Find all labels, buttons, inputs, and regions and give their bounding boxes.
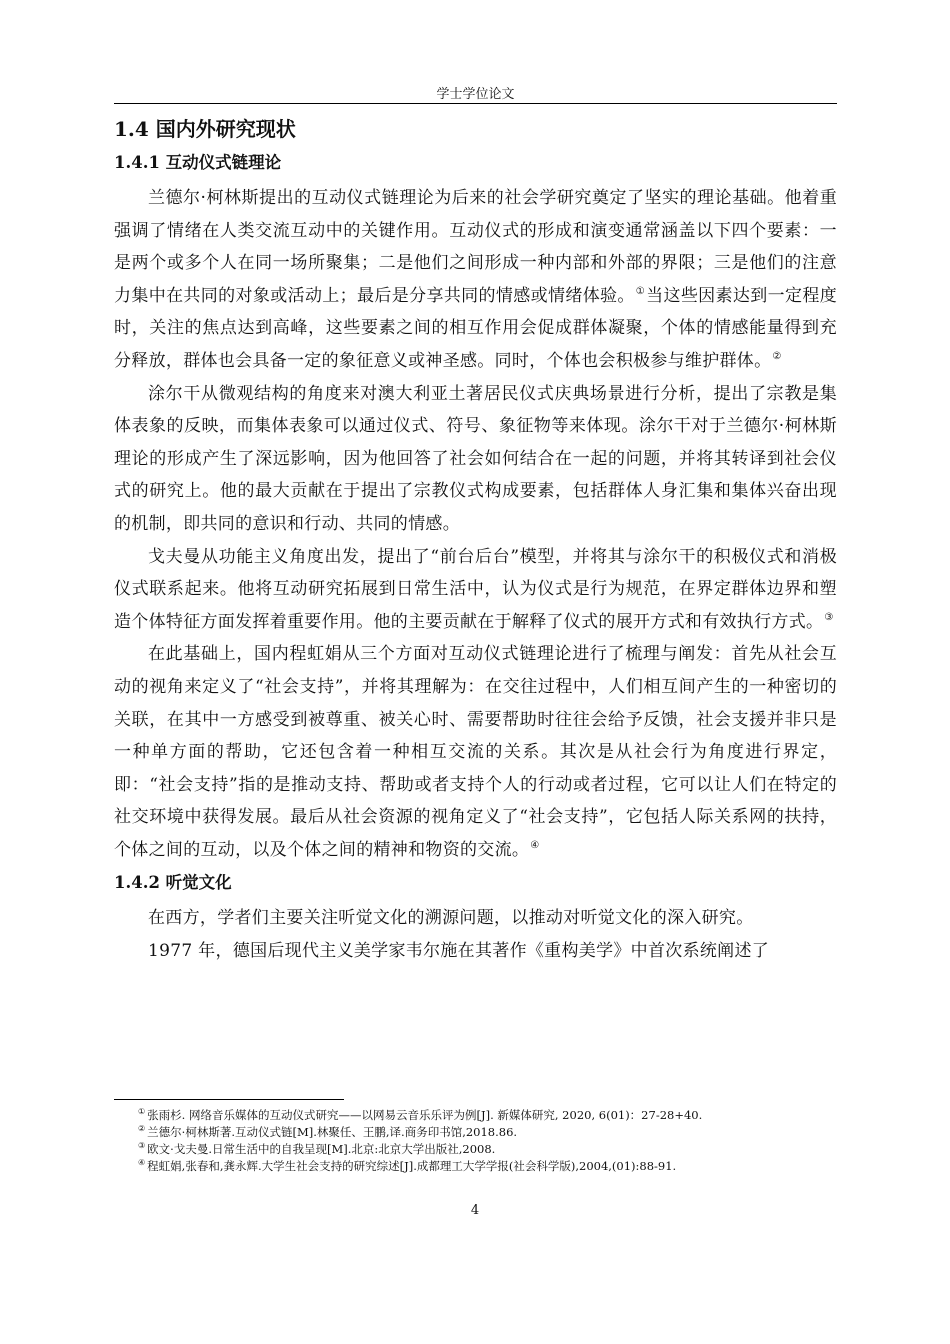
paragraph-text: 戈夫曼从功能主义角度出发，提出了“前台后台”模型，并将其与涂尔干的积极仪式和消极仪式联系起来。他将互动研究拓展到日常生活中，认为仪式是行为规范，在界定群体边界和塑造个体特征方面发挥着重要作用。他的主要贡献在于解释了仪式的展开方式和有效执行方式。 [114,546,837,632]
footnote-ref-3[interactable]: ③ [824,612,834,624]
page-number: 4 [470,1203,480,1218]
running-header: 学士学位论文 [436,87,515,102]
header-rule [114,103,837,104]
footnote-text: 张雨杉. 网络音乐媒体的互动仪式研究——以网易云音乐乐评为例[J]. 新媒体研究, 2020, 6(01)：27-28+40. [147,1108,703,1122]
footnote-text: 欧文·戈夫曼.日常生活中的自我呈现[M].北京:北京大学出版社,2008. [147,1142,496,1156]
footnote-mark: ① [138,1107,146,1117]
paragraph-text: 1977 年，德国后现代主义美学家韦尔施在其著作《重构美学》中首次系统阐述了 [148,941,770,962]
footnote-text: 程虹娟,张春和,龚永辉.大学生社会支持的研究综述[J].成都理工大学学报(社会科学版),2004,(01):88-91. [147,1159,677,1173]
footnote-4 [138,1158,838,1175]
paragraph-text: 在此基础上，国内程虹娟从三个方面对互动仪式链理论进行了梳理与阐发：首先从社会互动的视角来定义了“社会支持”，并将其理解为：在交往过程中，人们相互间产生的一种密切的关联，在其中一方感受到被尊重、被关心时、需要帮助时往往会给予反馈，社会支援并非只是一种单方面的帮助，它还包含着一种相互交流的关系。其次是从社会行为角度进行界定，即：“社会支持”指的是推动支持、帮助或者支持个人的行动或者过程，它可以让人们在特定的社交环境中获得发展。最后从社会资源的视角定义了“社会支持”，它包括人际关系网的扶持，个体之间的互动，以及个体之间的精神和物资的交流。 [114,644,837,860]
paragraph-west [114,902,837,935]
paragraph-text: 兰德尔·柯林斯提出的互动仪式链理论为后来的社会学研究奠定了坚实的理论基础。他着重强调了情绪在人类交流互动中的关键作用。互动仪式的形成和演变通常涵盖以下四个要素：一是两个或多个人在同一场所聚集；二是他们之间形成一种内部和外部的界限；三是他们的注意力集中在共同的对象或活动上；最后是分享共同的情感或情绪体验。 [114,188,837,306]
section-title: 1.4 国内外研究现状 [114,117,296,141]
footnote-ref-4[interactable]: ④ [530,840,540,852]
footnote-mark: ② [138,1124,146,1134]
paragraph-cheng-hongjuan [114,638,837,866]
subsection-title-interaction-ritual: 1.4.1 互动仪式链理论 [114,153,282,172]
footnote-3 [138,1141,838,1158]
footnote-rule [114,1099,344,1100]
paragraph-text: 当这些因素达到一定程度时，关注的焦点达到高峰，这些要素之间的相互作用会促成群体凝聚，个体的情感能量得到充分释放，群体也会具备一定的象征意义或神圣感。同时，个体也会积极参与维护群体。 [114,285,837,371]
paragraph-welsch [114,935,837,968]
footnote-ref-2[interactable]: ② [772,351,782,363]
paragraph-goffman [114,541,837,639]
footnotes [138,1107,838,1175]
footnote-mark: ④ [138,1158,146,1168]
footnote-ref-1[interactable]: ① [635,286,646,298]
main-content [114,112,837,968]
footnote-2 [138,1124,838,1141]
footnote-mark: ③ [138,1141,146,1151]
paragraph-durkheim [114,378,837,541]
footnote-text: 兰德尔·柯林斯著.互动仪式链[M].林聚任、王鹏,译.商务印书馆,2018.86. [147,1125,518,1139]
paragraph-collins [114,182,837,378]
footnote-1 [138,1107,838,1124]
paragraph-text: 在西方，学者们主要关注听觉文化的溯源问题，以推动对听觉文化的深入研究。 [148,908,754,929]
paragraph-text: 涂尔干从微观结构的角度来对澳大利亚土著居民仪式庆典场景进行分析，提出了宗教是集体表象的反映，而集体表象可以通过仪式、符号、象征物等来体现。涂尔干对于兰德尔·柯林斯理论的形成产生了深远影响，因为他回答了社会如何结合在一起的问题，并将其转译到社会仪式的研究上。他的最大贡献在于提出了宗教仪式构成要素，包括群体人身汇集和集体兴奋出现的机制，即共同的意识和行动、共同的情感。 [114,383,837,534]
subsection-title-auditory-culture: 1.4.2 听觉文化 [114,873,232,893]
